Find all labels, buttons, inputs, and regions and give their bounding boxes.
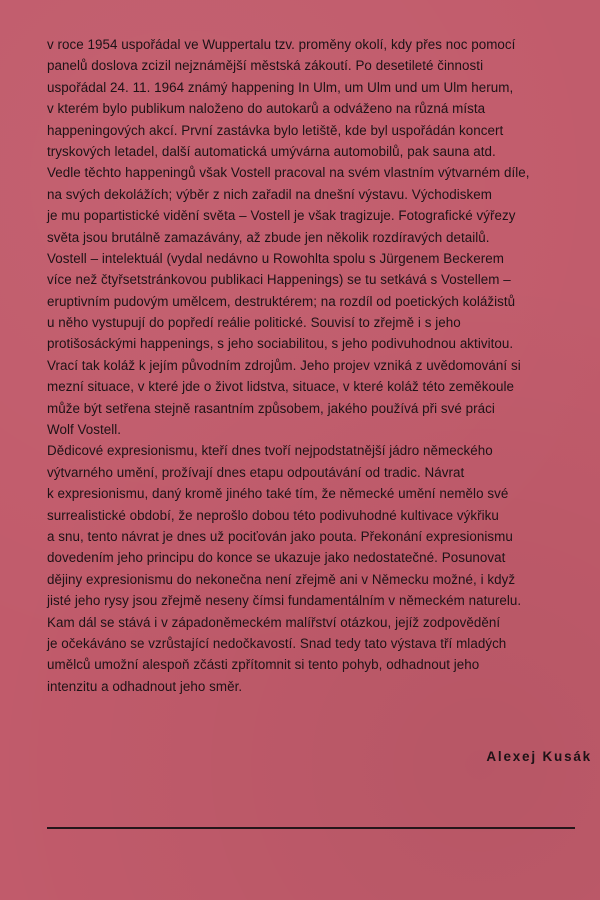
author-signature: Alexej Kusák	[486, 749, 592, 764]
text-line: u něho vystupují do popředí reálie politické. Souvisí to zřejmě i s jeho	[47, 315, 461, 331]
text-line: Vostell – intelektuál (vydal nedávno u Rowohlta spolu s Jürgenem Beckerem	[47, 250, 504, 266]
text-line: uspořádal 24. 11. 1964 známý happening In Ulm, um Ulm und um Ulm herum,	[47, 79, 514, 95]
text-line: v roce 1954 uspořádal ve Wuppertalu tzv. proměny okolí, kdy přes noc pomocí	[47, 37, 516, 52]
text-line: tryskových letadel, další automatická umývárna automobilů, pak sauna atd.	[47, 143, 496, 159]
horizontal-divider	[47, 827, 575, 829]
text-line: může být setřena stejně rasantním způsobem, jakého používá při své práci	[47, 400, 495, 416]
text-line: mezní situace, v které jde o život lidstva, situace, v které koláž této zeměkoule	[47, 379, 514, 395]
text-line: protišosáckými happenings, s jeho sociabilitou, s jeho podivuhodnou aktivitou.	[47, 336, 514, 352]
text-line: jisté jeho rysy jsou zřejmě neseny čímsi fundamentálním v německém naturelu.	[47, 593, 522, 609]
text-line: panelů doslova zcizil nejznámější městská zákoutí. Po desetileté činnosti	[47, 58, 484, 74]
text-line: Wolf Vostell.	[47, 422, 122, 438]
text-line: happeningových akcí. První zastávka bylo letiště, kde byl uspořádán koncert	[47, 122, 504, 138]
text-line: surrealistické období, že neprošlo dobou této podivuhodné kultivace výkřiku	[47, 507, 499, 523]
text-line: k expresionismu, daný kromě jiného také tím, že německé umění nemělo své	[47, 486, 509, 502]
text-line: a snu, tento návrat je dnes už pociťován jako pouta. Překonání expresionismu	[47, 528, 513, 544]
article-text	[47, 34, 577, 697]
text-line: Vedle těchto happeningů však Vostell pracoval na svém vlastním výtvarném díle,	[47, 165, 530, 181]
text-line: je očekáváno se vzrůstající nedočkavostí. Snad tedy tato výstava tří mladých	[47, 635, 507, 651]
text-line: světa jsou brutálně zamazávány, až zbude jen několik rozdíravých detailů.	[47, 229, 490, 245]
text-line: eruptivním pudovým umělcem, destruktérem; na rozdíl od poetických kolážistů	[47, 293, 516, 309]
text-line: více než čtyřsetstránkovou publikaci Happenings) se tu setkává s Vostellem –	[47, 272, 511, 288]
text-line: Kam dál se stává i v západoněmeckém malířství otázkou, jejíž zodpovědění	[47, 614, 501, 630]
text-line: výtvarného umění, prožívají dnes etapu odpoutávání od tradic. Návrat	[47, 464, 465, 480]
text-line: na svých dekolážích; výběr z nich zařadil na dnešní výstavu. Východiskem	[47, 186, 492, 202]
text-line: Vrací tak koláž k jejím původním zdrojům. Jeho projev vzniká z uvědomování si	[47, 357, 521, 373]
text-line: je mu popartistické vidění světa – Vostell je však tragizuje. Fotografické výřezy	[47, 208, 516, 224]
text-line: dějiny expresionismu do nekonečna není zřejmě ani v Německu možné, i když	[47, 571, 516, 587]
text-line: umělců umožní alespoň zčásti zpřítomnit si tento pohyb, odhadnout jeho	[47, 657, 480, 673]
text-line: Dědicové expresionismu, kteří dnes tvoří nejpodstatnější jádro německého	[47, 443, 493, 459]
text-line: dovedením jeho principu do konce se ukazuje jako nedostatečné. Posunovat	[47, 550, 506, 566]
text-line: intenzitu a odhadnout jeho směr.	[47, 678, 243, 694]
text-line: v kterém bylo publikum naloženo do autokarů a odváženo na různá místa	[47, 101, 486, 117]
